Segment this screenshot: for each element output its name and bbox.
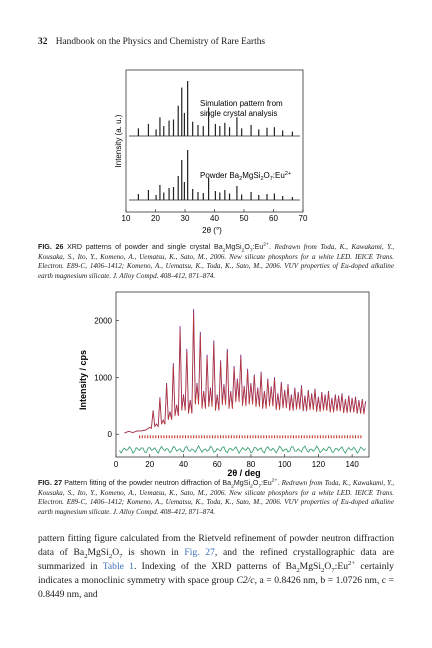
- fig26-x-tick-label: 10: [121, 214, 131, 223]
- fig27-x-tick-label: 0: [113, 460, 119, 469]
- fig26-annotation-powder: Powder $Ba_2MgSi_2O_7:Eu^{2+}$: [200, 171, 292, 182]
- running-title: Handbook on the Physics and Chemistry of Rare Earths: [55, 37, 266, 47]
- fig27-x-tick-label: 60: [212, 460, 222, 469]
- fig27-x-tick-label: 140: [345, 460, 359, 469]
- fig27-y-tick-label: 0: [107, 430, 112, 440]
- fig27-label: FIG. 27: [38, 479, 63, 487]
- fig27-x-tick-label: 80: [246, 460, 256, 469]
- fig26-x-tick-label: 20: [151, 214, 160, 223]
- fig27-plot-frame: [116, 292, 369, 457]
- fig27-difference-line: [119, 446, 365, 453]
- fig26-x-label: 2θ (°): [202, 226, 222, 235]
- fig26-x-tick-label: 40: [210, 214, 219, 223]
- fig27-caption-text: Pattern fitting of the powder neutron diffraction of $Ba_2MgSi_2O_7:Eu^{2+}$.: [64, 478, 280, 490]
- fig27-y-tick-label: 2000: [94, 316, 112, 326]
- fig26-annotation-sim-2: single crystal analysis: [200, 109, 278, 118]
- fig27-observed-line: [124, 309, 365, 433]
- fig27-y-label: Intensity / cps: [78, 349, 88, 411]
- fig26-annotation-sim-1: Simulation pattern from: [200, 99, 283, 108]
- fig27-source: Redrawn from Toda, K., Kawakami, Y., Kousaka, S., Ito, Y., Komeno, A., Uematsu, K., Sato, M., 2006. New silicate phosphors for a white LED. IEICE Trans. Electron. E89-C, 1406–1412; Komeno, A., Uematsu, K., Toda, K., Sato, M., 2006. VUV properties of Eu-doped alkaline earth magnesium silicate. J. Alloy Compd. 408–412, 871–874.: [38, 479, 394, 517]
- fig26-y-label: Intensity (a. u.): [114, 114, 123, 168]
- link-table1[interactable]: Table 1: [102, 561, 134, 572]
- fig27-x-tick-label: 120: [311, 460, 326, 469]
- body-paragraph: pattern fitting figure calculated from the Rietveld refinement of powder neutron diffraction data of $Ba_2MgSi_2O_7$ is shown in Fig. 27, and the refined crystallographic data are summarized in Table 1. Indexing of the XRD patterns of $Ba_2MgSi_2O_7:Eu^{2+}$ certainly indicates a monoclinic symmetry with space group C2/c, a = 0.8426 nm, b = 1.0726 nm, c = 0.8449 nm, and: [38, 533, 395, 600]
- fig26-label: FIG. 26: [38, 243, 64, 251]
- figure-27-caption: [38, 479, 394, 518]
- fig27-x-tick-label: 100: [277, 460, 292, 469]
- fig27-x-tick-label: 40: [179, 460, 188, 469]
- fig27-x-label: 2θ / deg: [227, 468, 261, 478]
- fig26-caption-text: XRD patterns of powder and single crystal $Ba_2MgSi_2O_7:Eu^{2+}$.: [67, 242, 271, 254]
- fig26-x-tick-label: 60: [269, 214, 278, 223]
- fig27-y-tick-label: 1000: [94, 373, 112, 383]
- page-number: 32: [38, 37, 48, 47]
- fig26-source: Redrawn from Toda, K., Kawakami, Y., Kousaka, S., Ito, Y., Komeno, A., Uematsu, K., Sato, M., 2006. New silicate phosphors for a white LED. IEICE Trans. Electron. E89-C, 1406–1412; Komeno, A., Uematsu, K., Toda, K., Sato, M., 2006. VUV properties of Eu-doped alkaline earth magnesium silicate. J. Alloy Compd. 408–412, 871–874.: [38, 243, 394, 281]
- fig26-x-tick-label: 30: [180, 214, 190, 223]
- link-fig27[interactable]: Fig. 27: [184, 547, 215, 558]
- fig27-x-tick-label: 20: [145, 460, 155, 469]
- fig26-x-tick-label: 70: [298, 214, 308, 223]
- fig26-x-tick-label: 50: [239, 214, 249, 223]
